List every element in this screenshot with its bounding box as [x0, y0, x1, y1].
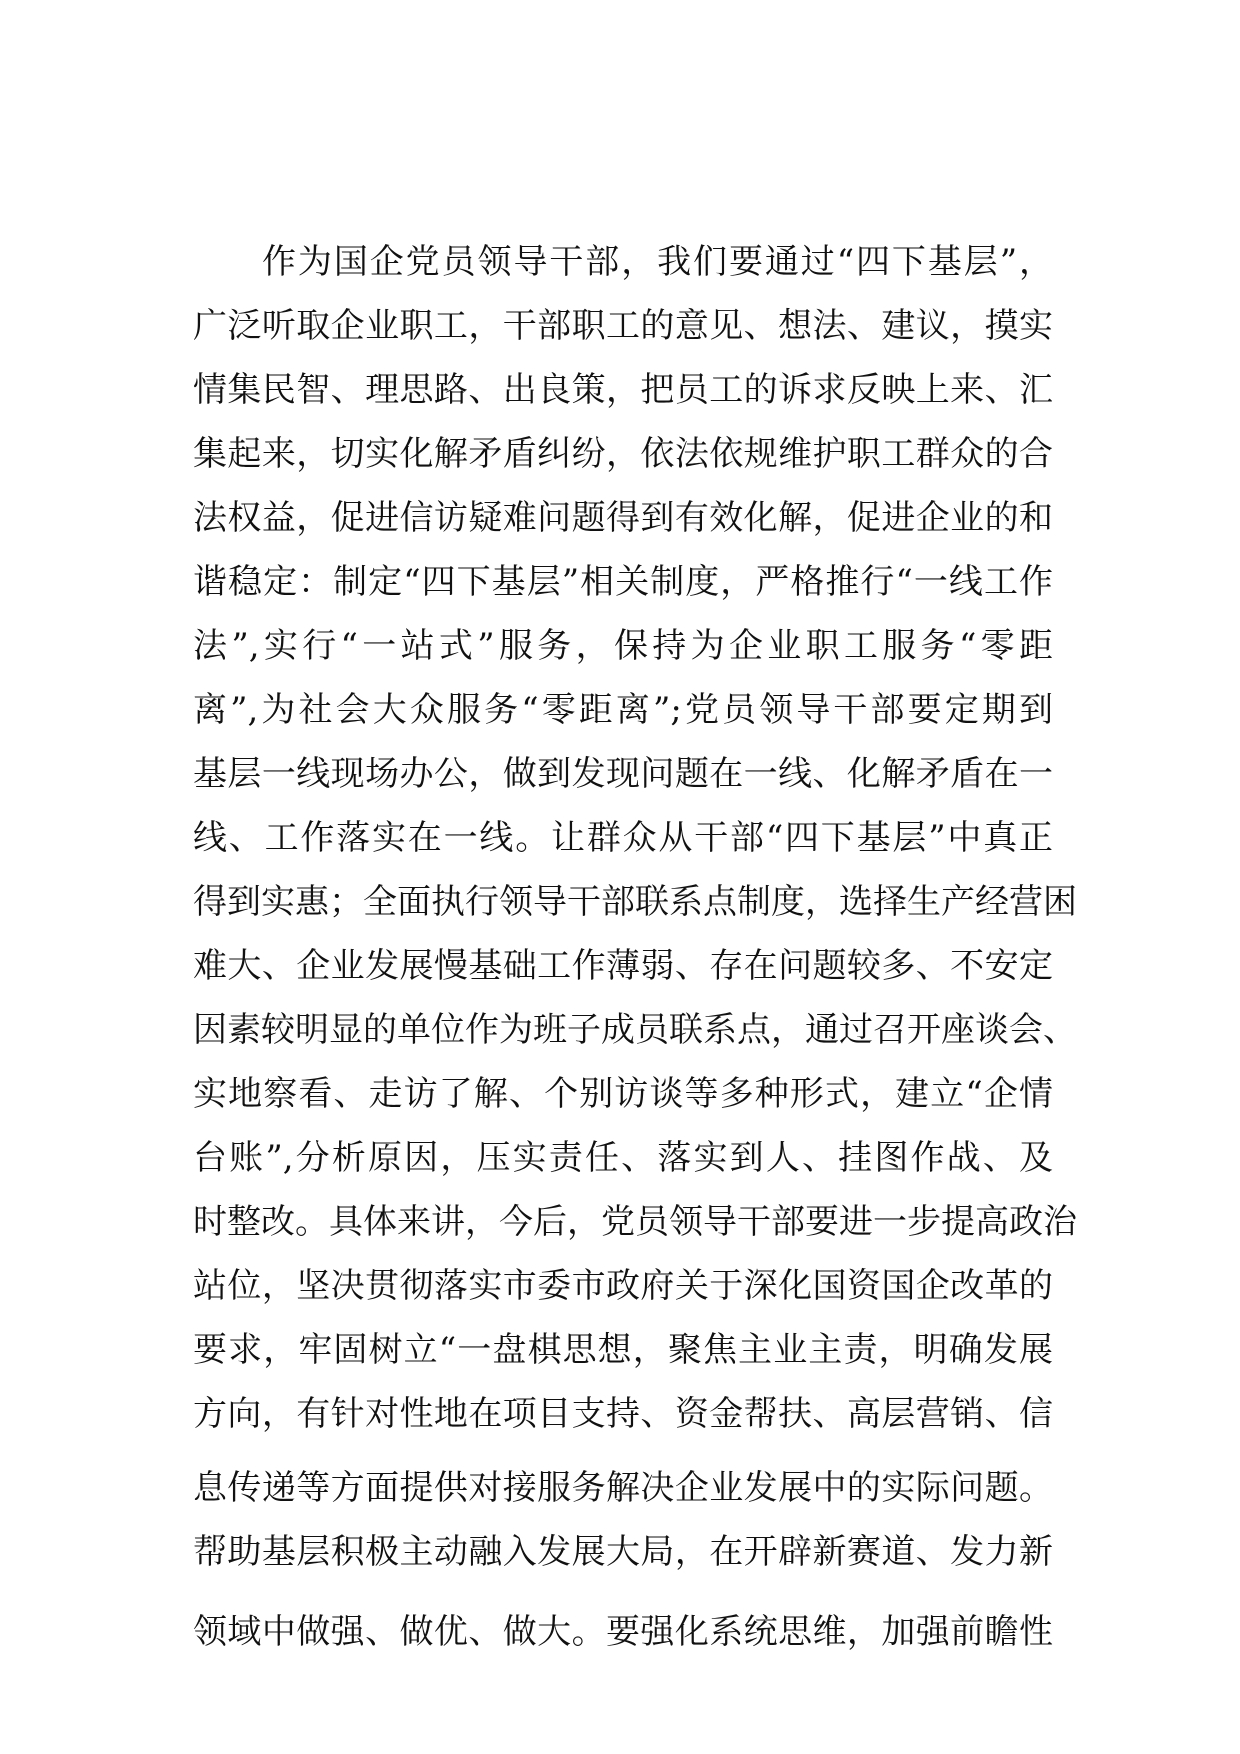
paragraph-line: 离”,为社会大众服务“零距离”;党员领导干部要定期到: [193, 690, 1053, 730]
paragraph-line: 实地察看、走访了解、个别访谈等多种形式，建立“企情: [193, 1074, 1053, 1114]
paragraph-line: 站位，坚决贯彻落实市委市政府关于深化国资国企改革的: [193, 1266, 1053, 1306]
paragraph-line: 要求，牢固树立“一盘棋思想，聚焦主业主责，明确发展: [193, 1330, 1053, 1370]
paragraph-line: 领域中做强、做优、做大。要强化系统思维，加强前瞻性: [193, 1612, 1053, 1652]
paragraph-line: 帮助基层积极主动融入发展大局，在开辟新赛道、发力新: [193, 1532, 1053, 1572]
paragraph-line: 台账”,分析原因，压实责任、落实到人、挂图作战、及: [193, 1138, 1053, 1178]
paragraph-line: 法权益，促进信访疑难问题得到有效化解，促进企业的和: [193, 498, 1053, 538]
paragraph-line: 集起来，切实化解矛盾纠纷，依法依规维护职工群众的合: [193, 434, 1053, 474]
paragraph-line: 时整改。具体来讲，今后，党员领导干部要进一步提高政治: [193, 1202, 1077, 1242]
paragraph-line: 方向，有针对性地在项目支持、资金帮扶、高层营销、信: [193, 1394, 1053, 1434]
paragraph-line: 线、工作落实在一线。让群众从干部“四下基层”中真正: [193, 818, 1053, 858]
paragraph-line: 法”,实行“一站式”服务，保持为企业职工服务“零距: [193, 626, 1053, 666]
paragraph-line: 难大、企业发展慢基础工作薄弱、存在问题较多、不安定: [193, 946, 1053, 986]
paragraph-line: 作为国企党员领导干部，我们要通过“四下基层”，: [262, 242, 1053, 282]
paragraph-line: 基层一线现场办公，做到发现问题在一线、化解矛盾在一: [193, 754, 1053, 794]
paragraph-line: 谐稳定：制定“四下基层”相关制度，严格推行“一线工作: [193, 562, 1053, 602]
paragraph-line: 广泛听取企业职工，干部职工的意见、想法、建议，摸实: [193, 306, 1053, 346]
paragraph-line: 情集民智、理思路、出良策，把员工的诉求反映上来、汇: [193, 370, 1053, 410]
paragraph-line: 得到实惠；全面执行领导干部联系点制度，选择生产经营困: [193, 882, 1077, 922]
paragraph-line: 息传递等方面提供对接服务解决企业发展中的实际问题。: [193, 1468, 1053, 1508]
paragraph-line: 因素较明显的单位作为班子成员联系点，通过召开座谈会、: [193, 1010, 1077, 1050]
